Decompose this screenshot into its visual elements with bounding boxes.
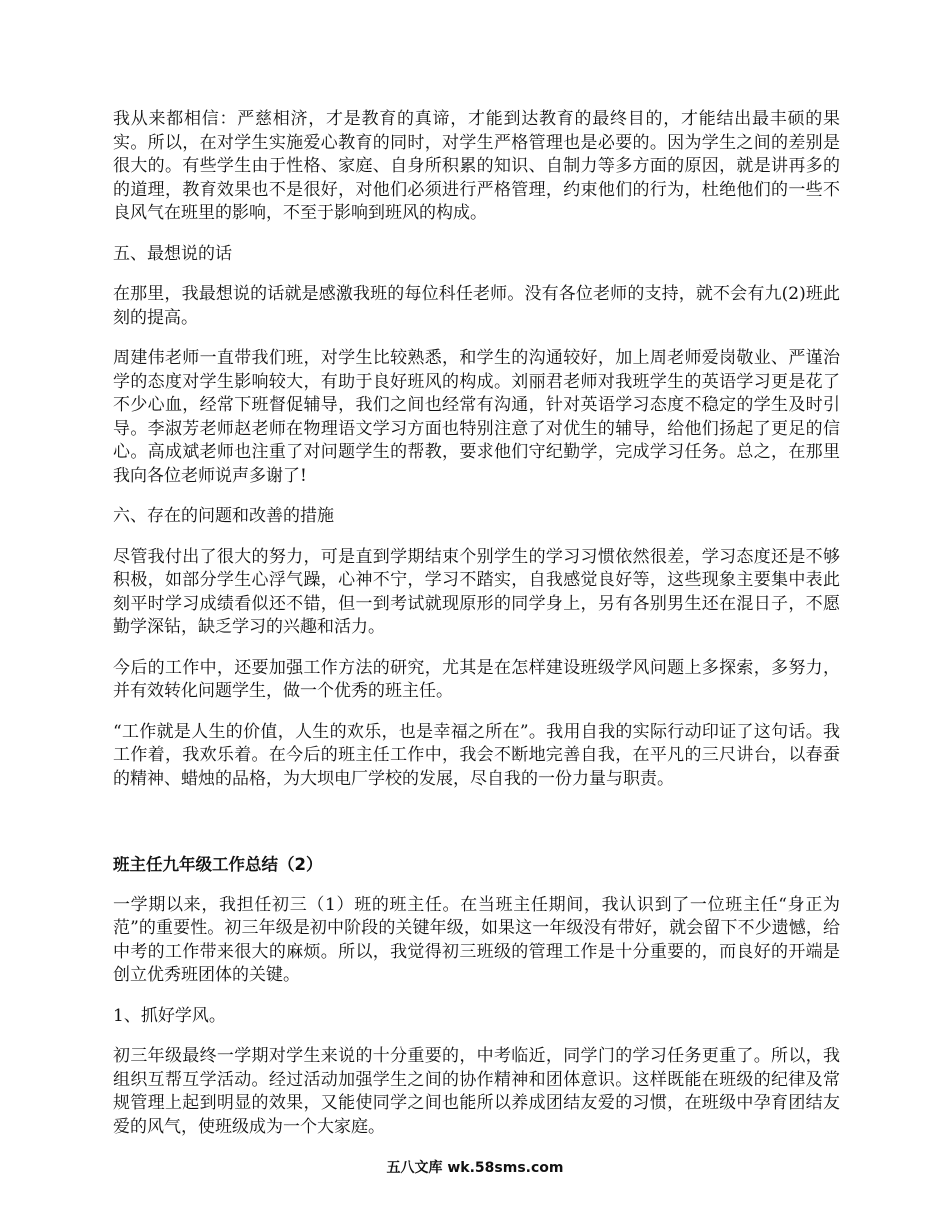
paragraph-study-style: 初三年级最终一学期对学生来说的十分重要的，中考临近，同学门的学习任务更重了。所以，我组织互帮互学活动。经过活动加强学生之间的协作精神和团体意识。这样既能在班级的纪律及常规管理上起到明显的效果，又能使同学之间也能所以养成团结友爱的习惯，在班级中孕育团结友爱的风气，使班级成为一个大家庭。 — [113, 1046, 840, 1137]
paragraph-closing-quote: “工作就是人生的价值，人生的欢乐，也是幸福之所在”。我用自我的实际行动印证了这句话。我工作着，我欢乐着。在今后的班主任工作中，我会不断地完善自我，在平凡的三尺讲台，以春蚕的精神、蜡烛的品格，为大坝电厂学校的发展，尽自我的一份力量与职责。 — [113, 721, 840, 789]
document-body — [113, 108, 840, 1156]
paragraph-problems: 尽管我付出了很大的努力，可是直到学期结束个别学生的学习习惯依然很差，学习态度还是不够积极，如部分学生心浮气躁，心神不宁，学习不踏实，自我感觉良好等，这些现象主要集中表此刻平时学习成绩看似还不错，但一到考试就现原形的同学身上，另有各别男生还在混日子，不愿勤学深钻，缺乏学习的兴趣和活力。 — [113, 546, 840, 637]
subheading-study-style: 1、抓好学风。 — [113, 1005, 226, 1026]
footer-watermark: 五八文库 wk.58sms.com — [386, 1160, 564, 1176]
paragraph-intro: 一学期以来，我担任初三（1）班的班主任。在当班主任期间，我认识到了一位班主任“身正为范”的重要性。初三年级是初中阶段的关键年级，如果这一年级没有带好，就会留下不少遗憾，给中考的工作带来很大的麻烦。所以，我觉得初三班级的管理工作是十分重要的，而良好的开端是创立优秀班团体的关键。 — [113, 894, 840, 985]
paragraph-strict-love: 我从来都相信：严慈相济，才是教育的真谛，才能到达教育的最终目的，才能结出最丰硕的果实。所以，在对学生实施爱心教育的同时，对学生严格管理也是必要的。因为学生之间的差别是很大的。有些学生由于性格、家庭、自身所积累的知识、自制力等多方面的原因，就是讲再多的的道理，教育效果也不是很好，对他们必须进行严格管理，约束他们的行为，杜绝他们的一些不良风气在班里的影响，不至于影响到班风的构成。 — [113, 109, 840, 223]
article-title: 班主任九年级工作总结（2） — [113, 855, 323, 874]
section-heading-five: 五、最想说的话 — [113, 243, 232, 264]
paragraph-teacher-details: 周建伟老师一直带我们班，对学生比较熟悉，和学生的沟通较好，加上周老师爱岗敬业、严谨治学的态度对学生影响较大，有助于良好班风的构成。刘丽君老师对我班学生的英语学习更是花了不少心血，经常下班督促辅导，我们之间也经常有沟通，针对英语学习态度不稳定的学生及时引导。李淑芳老师赵老师在物理语文学习方面也特别注意了对优生的辅导，给他们扬起了更足的信心。高成斌老师也注重了对问题学生的帮教，要求他们守纪勤学，完成学习任务。总之，在那里我向各位老师说声多谢了! — [113, 348, 840, 486]
section-heading-six: 六、存在的问题和改善的措施 — [113, 506, 334, 526]
paragraph-thanks-teachers: 在那里，我最想说的话就是感激我班的每位科任老师。没有各位老师的支持，就不会有九(2)班此刻的提高。 — [113, 284, 840, 328]
paragraph-future-work: 今后的工作中，还要加强工作方法的研究，尤其是在怎样建设班级学风问题上多探索，多努力，并有效转化问题学生，做一个优秀的班主任。 — [113, 657, 840, 701]
